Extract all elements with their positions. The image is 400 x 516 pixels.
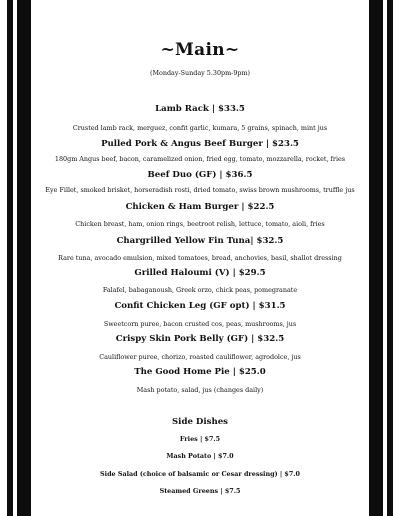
side-dish-item: Mash Potato | $7.0 [166, 452, 234, 460]
dish-description: Cauliflower puree, chorizo, roasted cauliflower, agrodolce, jus [99, 353, 301, 361]
dish-name: Chicken & Ham Burger | $22.5 [125, 202, 275, 212]
dish-name: Confit Chicken Leg (GF opt) | $31.5 [114, 301, 286, 311]
dish-name: The Good Home Pie | $25.0 [134, 367, 266, 377]
dish-description: Mash potato, salad, jus (changes daily) [136, 386, 264, 394]
dish-description: 180gm Angus beef, bacon, caramelized onion, fried egg, tomato, mozzarella, rocket, fries [54, 155, 346, 163]
dish-description: Sweetcorn puree, bacon crusted cos, peas, mushrooms, jus [103, 320, 297, 328]
side-dishes-heading: Side Dishes [171, 417, 229, 427]
side-dish-item: Fries | $7.5 [179, 435, 221, 443]
dish-name: Crispy Skin Pork Belly (GF) | $32.5 [115, 334, 285, 344]
dish-description: Eye Fillet, smoked brisket, horseradish rosti, dried tomato, swiss brown mushrooms, truffle jus [45, 186, 355, 194]
dish-description: Chicken breast, ham, onion rings, beetroot relish, lettuce, tomato, aioli, fries [75, 220, 325, 228]
dish-name: Beef Duo (GF) | $36.5 [147, 170, 253, 180]
dish-description: Rare tuna, avocado emulsion, mixed tomatoes, bread, anchovies, basil, shallot dressing [58, 254, 342, 262]
menu-title: ~Main~ [160, 40, 240, 60]
dish-name: Chargrilled Yellow Fin Tuna| $32.5 [116, 236, 284, 246]
dish-name: Lamb Rack | $33.5 [155, 104, 245, 114]
dish-name: Grilled Haloumi (V) | $29.5 [134, 268, 266, 278]
dish-name: Pulled Pork & Angus Beef Burger | $23.5 [101, 139, 299, 149]
side-dish-item: Steamed Greens | $7.5 [159, 487, 241, 495]
dish-description: Crusted lamb rack, merguez, confit garlic, kumara, 5 grains, spinach, mint jus [72, 124, 328, 132]
dish-description: Falafel, babaganoush, Greek orzo, chick peas, pomegranate [102, 286, 298, 294]
side-dish-item: Side Salad (choice of balsamic or Cesar dressing) | $7.0 [100, 470, 300, 478]
menu-hours: (Monday-Sunday 5.30pm-9pm) [149, 69, 251, 77]
